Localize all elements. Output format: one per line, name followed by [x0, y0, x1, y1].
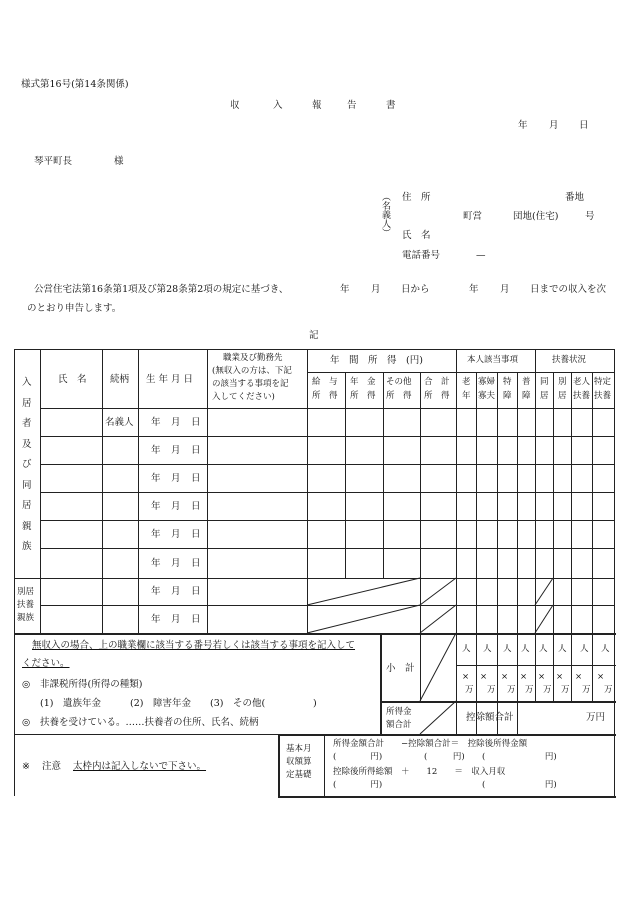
birth-year: 年: [151, 614, 161, 625]
side-char: 居: [22, 500, 32, 511]
caution-mark-icon: ※: [22, 761, 30, 772]
income-sub-salary-2: 所 得: [312, 391, 338, 401]
title-char: 収: [230, 100, 240, 111]
side-char: び: [22, 459, 32, 470]
statement-year-from: 年: [340, 284, 350, 295]
income-sub-pension: 年 金: [350, 377, 376, 387]
income-sub-other-2: 所 得: [386, 391, 412, 401]
side-char: 親: [22, 521, 32, 532]
person-unit: 人: [580, 644, 589, 654]
times-mark: ×: [462, 672, 470, 682]
col-header-birth: 生 年 月 日: [146, 374, 194, 385]
income-sub-pension-2: 所 得: [350, 391, 376, 401]
income-total-label-1: 所得金: [386, 707, 412, 717]
no-income-note-line1: 無収入の場合、上の職業欄に該当する番号若しくは該当する事項を記入して: [32, 640, 356, 651]
col-header-name: 氏 名: [58, 374, 87, 385]
birth-year: 年: [151, 558, 161, 569]
machi-label: 町営: [463, 211, 483, 222]
person-unit: 人: [558, 644, 567, 654]
birth-month: 月: [171, 473, 181, 484]
col-header-income: 年 間 所 得 (円): [330, 355, 423, 366]
option-other: (3) その他(: [210, 698, 266, 709]
calc-row2-after: ( 円): [482, 752, 557, 762]
go-label: 号: [585, 211, 595, 222]
birth-year: 年: [151, 473, 161, 484]
side-line: 親族: [17, 613, 35, 623]
statement-year-to: 年: [469, 284, 479, 295]
birth-month: 月: [171, 417, 181, 428]
title-char: 書: [386, 100, 396, 111]
bullet-icon: ◎: [22, 717, 31, 728]
dep-sub-separate-2: 居: [558, 391, 567, 401]
option-survivor-pension: (1) 遺族年金: [40, 698, 101, 709]
self-sub-elderly: 老: [462, 377, 471, 387]
side-line: 別居: [17, 587, 35, 597]
man-unit: 万: [507, 685, 516, 695]
income-sub-total-2: 所 得: [424, 391, 450, 401]
birth-day: 日: [191, 614, 201, 625]
job-header-line: の該当する事項を記: [212, 379, 289, 389]
date-day: 日: [579, 120, 589, 131]
birth-day: 日: [191, 529, 201, 540]
times-mark: ×: [520, 672, 528, 682]
subtotal-label: 小 計: [386, 663, 415, 674]
person-unit: 人: [539, 644, 548, 654]
birth-month: 月: [171, 558, 181, 569]
statement-line2: のとおり申告します。: [27, 303, 122, 314]
col-header-dependents: 扶養状況: [552, 355, 587, 365]
birth-year: 年: [151, 501, 161, 512]
statement-month-to: 月: [500, 284, 510, 295]
side-char: 者: [22, 418, 32, 429]
job-header-line: 職業及び勤務先: [223, 353, 283, 363]
relation-nominee: 名義人: [105, 417, 134, 428]
birth-year: 年: [151, 529, 161, 540]
calc-label-1: 基本月: [286, 744, 312, 754]
birth-day: 日: [191, 445, 201, 456]
person-unit: 人: [503, 644, 512, 654]
dep-sub-cohabit: 同: [540, 377, 549, 387]
no-income-note-line2: ください。: [22, 658, 70, 669]
dep-sub-cohabit-2: 居: [540, 391, 549, 401]
birth-month: 月: [171, 445, 181, 456]
birth-day: 日: [191, 558, 201, 569]
calc-label-2: 収額算: [286, 757, 312, 767]
man-unit: 万: [561, 685, 570, 695]
birth-day: 日: [191, 501, 201, 512]
calc-row3: 控除後所得総額 ＋ 12 ＝ 収入月収: [333, 767, 506, 777]
dep-sub-elderly-2: 扶養: [573, 391, 591, 401]
nominee-bracket-label: （名義人）: [380, 192, 390, 237]
man-yen-unit: 万円: [586, 712, 606, 723]
birth-month: 月: [171, 614, 181, 625]
birth-day: 日: [191, 586, 201, 597]
birth-year: 年: [151, 445, 161, 456]
dep-sub-specific: 特定: [594, 377, 612, 387]
person-unit: 人: [601, 644, 610, 654]
income-sub-total: 合 計: [424, 377, 450, 387]
self-sub-special-disabled-2: 障: [503, 391, 512, 401]
person-unit: 人: [521, 644, 530, 654]
dep-sub-separate: 別: [558, 377, 567, 387]
honorific: 様: [114, 156, 124, 167]
statement-day-from: 日から: [401, 284, 430, 295]
self-sub-widow: 寡婦: [478, 377, 496, 387]
title-char: 報: [312, 100, 322, 111]
job-header-line: (無収入の方は、下記: [212, 366, 292, 376]
option-disability-pension: (2) 障害年金: [130, 698, 191, 709]
deduction-total-label: 控除額合計: [466, 712, 514, 723]
statement-basis: 公営住宅法第16条第1項及び第28条第2項の規定に基づき、: [34, 284, 289, 295]
bullet-icon: ◎: [22, 679, 31, 690]
name-label: 氏 名: [402, 230, 431, 241]
col-header-relation: 続柄: [110, 374, 130, 385]
date-year: 年: [518, 120, 528, 131]
person-unit: 人: [483, 644, 492, 654]
dep-sub-specific-2: 扶養: [594, 391, 612, 401]
phone-label: 電話番号: [402, 250, 441, 261]
date-month: 月: [549, 120, 559, 131]
birth-month: 月: [171, 586, 181, 597]
side-char: 同: [22, 480, 32, 491]
ki-label: 記: [309, 330, 319, 341]
address-label: 住 所: [402, 192, 431, 203]
man-unit: 万: [525, 685, 534, 695]
self-sub-special-disabled: 特: [503, 377, 512, 387]
calc-row4-total: ( 円): [333, 780, 383, 790]
title-char: 告: [347, 100, 357, 111]
side-char: 族: [22, 541, 32, 552]
dep-sub-elderly: 老人: [573, 377, 591, 387]
nontax-income-label: 非課税所得(所得の種類): [40, 679, 143, 690]
birth-day: 日: [191, 417, 201, 428]
calc-row2-deduction: ( 円): [424, 752, 465, 762]
side-char: 入: [22, 377, 32, 388]
side-char: 及: [22, 439, 32, 450]
calc-label-3: 定基礎: [286, 770, 312, 780]
self-sub-ordinary-disabled: 普: [522, 377, 531, 387]
col-header-self: 本人該当事項: [467, 355, 519, 365]
times-mark: ×: [538, 672, 546, 682]
support-note: 扶養を受けている。……扶養者の住所、氏名、続柄: [40, 717, 259, 728]
income-sub-salary: 給 与: [312, 377, 338, 387]
self-sub-ordinary-disabled-2: 障: [522, 391, 531, 401]
side-line: 扶養: [17, 600, 35, 610]
times-mark: ×: [597, 672, 605, 682]
option-other-close: ): [313, 698, 317, 709]
man-unit: 万: [487, 685, 496, 695]
job-header-line: 入してください): [212, 392, 275, 402]
man-unit: 万: [543, 685, 552, 695]
birth-year: 年: [151, 586, 161, 597]
calc-row2-income: ( 円): [333, 752, 383, 762]
addressee: 琴平町長: [34, 156, 73, 167]
man-unit: 万: [582, 685, 591, 695]
times-mark: ×: [556, 672, 564, 682]
self-sub-widow-2: 寡夫: [478, 391, 496, 401]
man-unit: 万: [604, 685, 613, 695]
caution-label: 注意: [42, 761, 62, 772]
danchi-label: 団地(住宅): [513, 211, 559, 222]
man-unit: 万: [465, 685, 474, 695]
statement-month-from: 月: [371, 284, 381, 295]
self-sub-elderly-2: 年: [462, 391, 471, 401]
times-mark: ×: [480, 672, 488, 682]
title-char: 入: [273, 100, 283, 111]
phone-dash: —: [476, 250, 486, 261]
calc-row4-monthly: ( 円): [482, 780, 557, 790]
caution-text: 太枠内は記入しないで下さい。: [73, 761, 207, 772]
birth-day: 日: [191, 473, 201, 484]
times-mark: ×: [575, 672, 583, 682]
income-sub-other: その他: [386, 377, 412, 387]
times-mark: ×: [501, 672, 509, 682]
income-total-label-2: 額合計: [386, 720, 412, 730]
statement-day-to: 日までの収入を次: [530, 284, 607, 295]
side-char: 居: [22, 398, 32, 409]
birth-month: 月: [171, 529, 181, 540]
person-unit: 人: [462, 644, 471, 654]
form-number: 様式第16号(第14条関係): [21, 79, 129, 90]
calc-row1: 所得金額合計 −控除額合計＝ 控除後所得金額: [333, 739, 528, 749]
banchi-label: 番地: [565, 192, 585, 203]
birth-month: 月: [171, 501, 181, 512]
birth-year: 年: [151, 417, 161, 428]
